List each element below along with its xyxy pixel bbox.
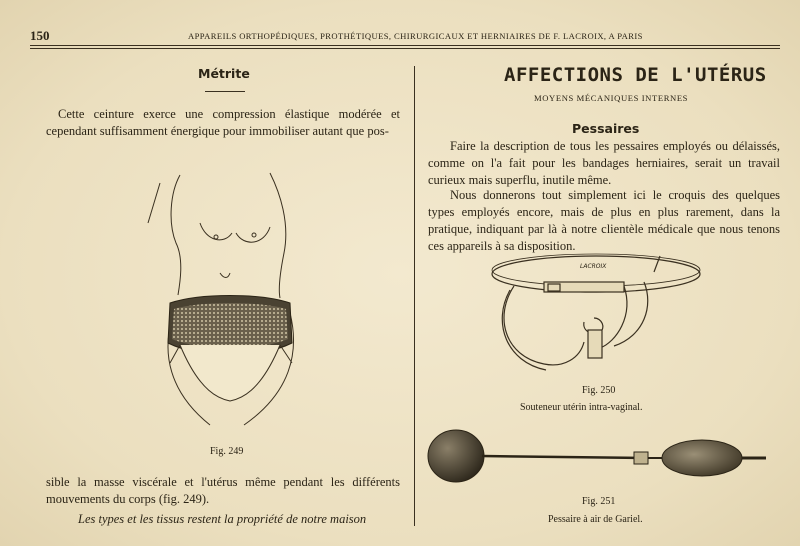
- right-paragraph-2: Nous donnerons tout simplement ici le croquis des quelques types employés encore, mais de plus en plus rarement, dans la pratique, indiquant par là à notre clientèle médicale que nous tenons ces appareils à sa disposition.: [428, 188, 780, 253]
- right-paragraph-1: Faire la description de tous les pessaires employés ou délaissés, comme on l'a fait pour les bandages herniaires, serait un travail curieux mais superflu, inutile même.: [428, 139, 780, 187]
- figure-251-air-pessary: [426, 420, 770, 490]
- page-number: 150: [30, 28, 50, 43]
- header-rule: [30, 45, 780, 46]
- figure-250-uterine-support: [484, 246, 704, 380]
- figure-250-belt-label: LACROIX: [580, 263, 607, 270]
- header-rule-double: [30, 48, 780, 49]
- figure-249-abdominal-belt: [140, 163, 310, 448]
- running-title: APPAREILS ORTHOPÉDIQUES, PROTHÉTIQUES, CHIRURGICAUX ET HERNIAIRES DE F. LACROIX, A PARIS: [188, 31, 643, 41]
- figure-250-caption: Fig. 250: [582, 385, 616, 396]
- left-paragraph-2: sible la masse viscérale et l'utérus même pendant les différents mouvements du corps (fig. 249).: [46, 475, 400, 506]
- figure-251-caption: Fig. 251: [582, 496, 616, 507]
- figure-251-description: Pessaire à air de Gariel.: [548, 514, 643, 525]
- right-section-title: AFFECTIONS DE L'UTÉRUS: [504, 64, 767, 86]
- figure-250-description: Souteneur utérin intra-vaginal.: [520, 402, 643, 413]
- footer-note: Les types et les tissus restent la propriété de notre maison: [78, 512, 367, 526]
- right-small-subtitle: MOYENS MÉCANIQUES INTERNES: [534, 93, 689, 103]
- left-paragraph-1: Cette ceinture exerce une compression élastique modérée et cependant suffisamment énergique pour immobiliser autant que pos-: [46, 107, 400, 138]
- right-subtitle: Pessaires: [572, 121, 640, 136]
- figure-249-caption: Fig. 249: [210, 446, 244, 457]
- left-title-rule: [205, 91, 245, 92]
- column-divider: [414, 66, 415, 526]
- left-section-title: Métrite: [198, 66, 250, 81]
